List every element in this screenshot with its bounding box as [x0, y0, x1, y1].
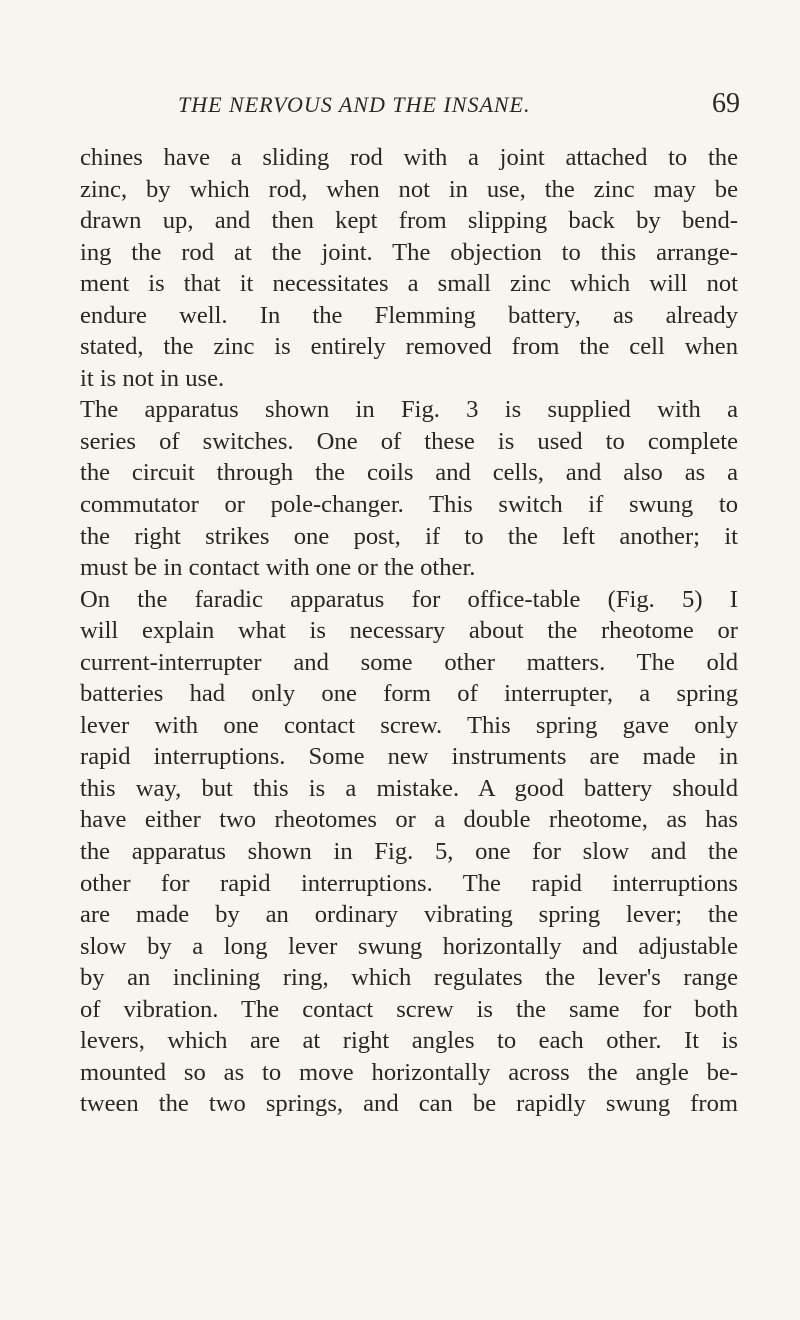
text-line: The apparatus shown in Fig. 3 is supplied with a	[80, 396, 738, 424]
text-line: rapid interruptions. Some new instruments are made in	[80, 743, 738, 771]
text-line: other for rapid interruptions. The rapid interruptions	[80, 869, 738, 897]
text-line: tween the two springs, and can be rapidly swung from	[80, 1090, 738, 1118]
text-line: have either two rheotomes or a double rheotome, as has	[80, 806, 738, 834]
text-line: of vibration. The contact screw is the same for both	[80, 995, 738, 1023]
text-line: the apparatus shown in Fig. 5, one for slow and the	[80, 838, 738, 866]
text-line: this way, but this is a mistake. A good battery should	[80, 774, 738, 802]
page-number: 69	[712, 88, 740, 119]
text-line: stated, the zinc is entirely removed from the cell when	[80, 333, 738, 361]
text-line: by an inclining ring, which regulates the lever's range	[80, 964, 738, 992]
text-line: the circuit through the coils and cells, and also as a	[80, 459, 738, 487]
text-line: series of switches. One of these is used to complete	[80, 427, 738, 455]
text-line: levers, which are at right angles to each other. It is	[80, 1027, 738, 1055]
text-line: will explain what is necessary about the rheotome or	[80, 617, 738, 645]
text-line: commutator or pole-changer. This switch if swung to	[80, 491, 738, 519]
text-line: batteries had only one form of interrupter, a spring	[80, 680, 738, 708]
text-line: lever with one contact screw. This spring gave only	[80, 711, 738, 739]
text-line: ment is that it necessitates a small zinc which will not	[80, 270, 738, 298]
text-line: drawn up, and then kept from slipping back by bend-	[80, 207, 738, 235]
text-line: endure well. In the Flemming battery, as already	[80, 301, 738, 329]
text-line: chines have a sliding rod with a joint attached to the	[80, 144, 738, 171]
text-line: the right strikes one post, if to the left another; it	[80, 522, 738, 550]
text-line: mounted so as to move horizontally across the angle be-	[80, 1058, 738, 1086]
text-line: are made by an ordinary vibrating spring lever; the	[80, 901, 738, 929]
text-line: zinc, by which rod, when not in use, the zinc may be	[80, 175, 738, 203]
text-line: On the faradic apparatus for office-table (Fig. 5) I	[80, 585, 738, 613]
text-line: slow by a long lever swung horizontally and adjustable	[80, 932, 738, 960]
running-head	[80, 88, 740, 124]
text-line: current-interrupter and some other matters. The old	[80, 648, 738, 676]
text-line: ing the rod at the joint. The objection to this arrange-	[80, 238, 738, 266]
body-text	[80, 142, 738, 1120]
text-line: must be in contact with one or the other.	[80, 554, 476, 582]
text-line: it is not in use.	[80, 364, 225, 392]
running-title: THE NERVOUS AND THE INSANE.	[178, 92, 531, 117]
